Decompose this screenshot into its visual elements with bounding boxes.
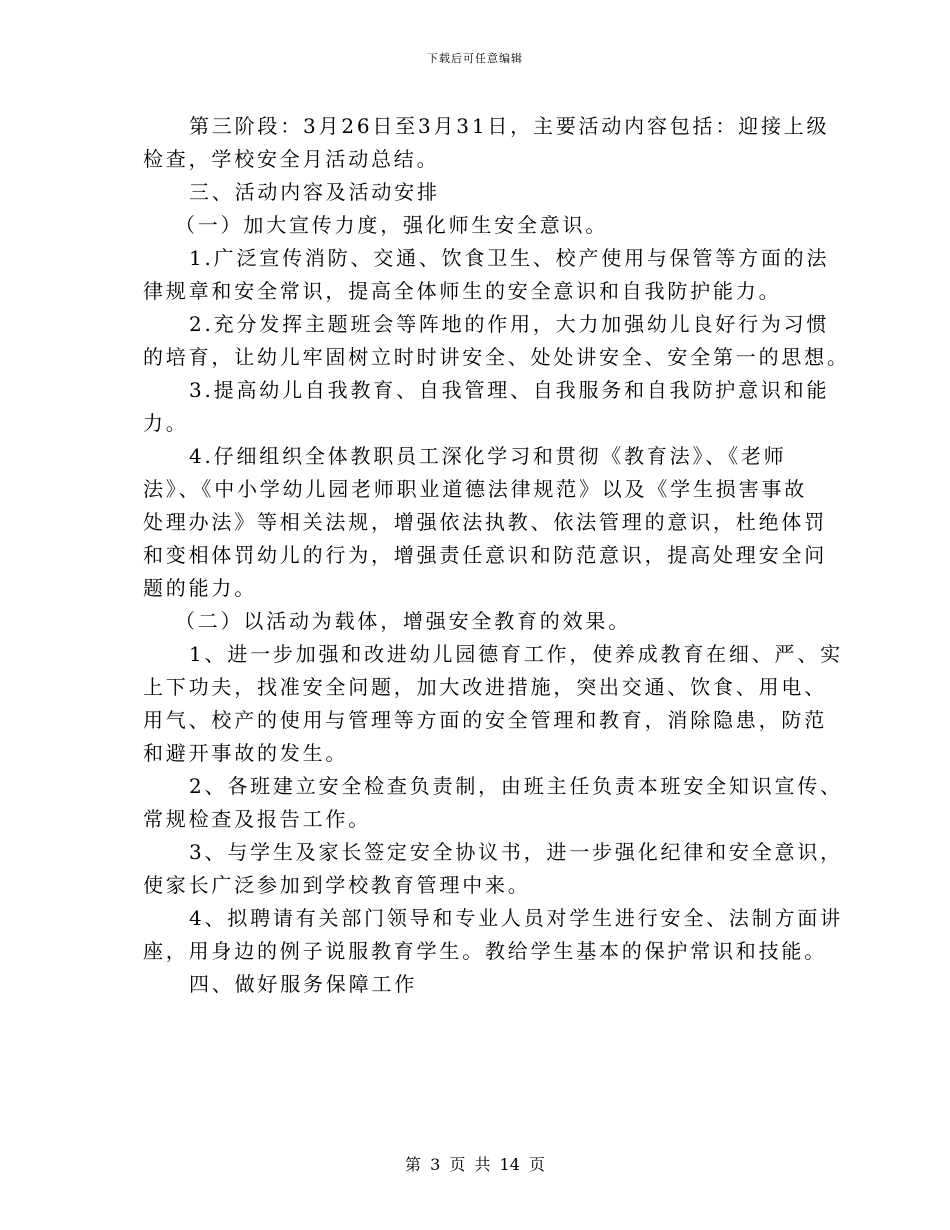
paragraph — [143, 110, 830, 176]
paragraph-line: 力。 — [143, 411, 189, 435]
page-footer: 第 3 页 共 14 页 — [405, 1155, 545, 1174]
paragraph — [143, 374, 830, 440]
paragraph-line: 律规章和安全常识，提高全体师生的安全意识和自我防护能力。 — [143, 279, 782, 303]
paragraph — [143, 836, 843, 902]
paragraph — [143, 209, 813, 242]
page-header: 下载后可任意编辑 — [427, 52, 523, 65]
paragraph-line: （二）以活动为载体，增强安全教育的效果。 — [175, 609, 631, 633]
paragraph-line: 2.充分发挥主题班会等阵地的作用，大力加强幼儿良好行为习惯 — [189, 312, 830, 336]
paragraph — [143, 968, 813, 1001]
paragraph-line: 检查，学校安全月活动总结。 — [143, 147, 440, 171]
paragraph-line: 使家长广泛参加到学校教育管理中来。 — [143, 873, 531, 897]
paragraph — [143, 176, 813, 209]
paragraph-line: 上下功夫，找准安全问题，加大改进措施，突出交通、饮食、用电、 — [143, 675, 827, 699]
paragraph-line: 四、做好服务保障工作 — [189, 972, 417, 996]
paragraph — [143, 440, 827, 605]
paragraph — [143, 770, 843, 836]
paragraph-line: 4、拟聘请有关部门领导和专业人员对学生进行安全、法制方面讲 — [189, 906, 843, 930]
paragraph — [143, 902, 843, 968]
paragraph — [143, 242, 830, 308]
paragraph — [143, 638, 843, 770]
paragraph-line: 1.广泛宣传消防、交通、饮食卫生、校产使用与保管等方面的法 — [189, 246, 830, 270]
paragraph-line: 处理办法》等相关法规，增强依法执教、依法管理的意识，杜绝体罚 — [143, 510, 827, 534]
paragraph-line: 4.仔细组织全体教职员工深化学习和贯彻《教育法》、《老师 — [189, 444, 787, 468]
paragraph-line: 1、进一步加强和改进幼儿园德育工作，使养成教育在细、严、实 — [189, 642, 843, 666]
paragraph-line: 题的能力。 — [143, 576, 257, 600]
paragraph-line: 用气、校产的使用与管理等方面的安全管理和教育，消除隐患，防范 — [143, 708, 827, 732]
paragraph-line: 和避开事故的发生。 — [143, 741, 349, 765]
paragraph-line: 法》、《中小学幼儿园老师职业道德法律规范》以及《学生损害事故 — [143, 477, 807, 501]
paragraph — [143, 605, 813, 638]
paragraph-line: 2、各班建立安全检查负责制，由班主任负责本班安全知识宣传、 — [189, 774, 843, 798]
paragraph-line: 3.提高幼儿自我教育、自我管理、自我服务和自我防护意识和能 — [189, 378, 830, 402]
paragraph — [143, 308, 850, 374]
paragraph-line: （一）加大宣传力度，强化师生安全意识。 — [175, 213, 609, 237]
document-body — [143, 110, 850, 1001]
paragraph-line: 座，用身边的例子说服教育学生。教给学生基本的保护常识和技能。 — [143, 939, 827, 963]
paragraph-line: 三、活动内容及活动安排 — [189, 180, 440, 204]
paragraph-line: 的培育，让幼儿牢固树立时时讲安全、处处讲安全、安全第一的思想。 — [143, 345, 850, 369]
paragraph-line: 3、与学生及家长签定安全协议书，进一步强化纪律和安全意识， — [189, 840, 843, 864]
paragraph-line: 第三阶段：3月26日至3月31日，主要活动内容包括：迎接上级 — [189, 114, 830, 138]
paragraph-line: 和变相体罚幼儿的行为，增强责任意识和防范意识，提高处理安全问 — [143, 543, 827, 567]
paragraph-line: 常规检查及报告工作。 — [143, 807, 371, 831]
